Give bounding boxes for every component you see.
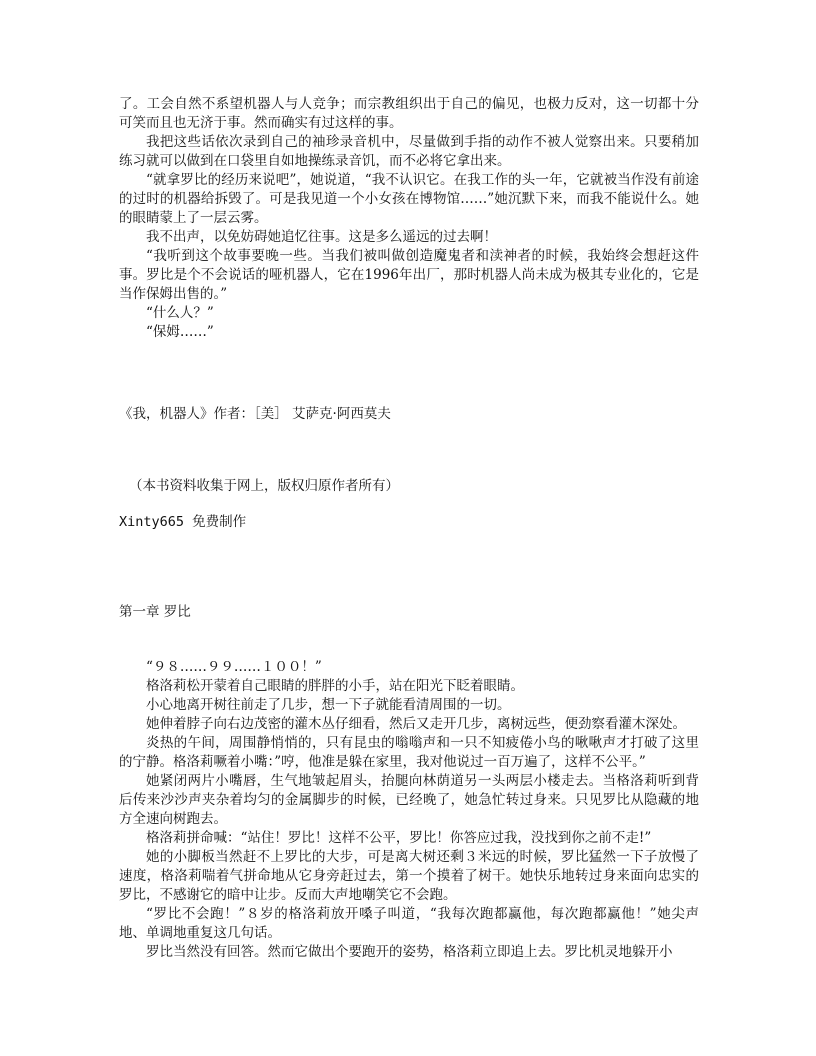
paragraph: “我听到这个故事要晚一些。当我们被叫做创造魔鬼者和渎神者的时候，我始终会想赶这件事。罗比是个不会说话的哑机器人，它在1996年出厂，那时机器人尚未成为极其专业化的，它是当作保姆出售的。” xyxy=(119,248,699,302)
paragraph: 格洛莉拼命喊：“站住！罗比！这样不公平，罗比！你答应过我，没找到你之前不走!” xyxy=(146,830,652,846)
paragraph: 格洛莉松开蒙着自己眼睛的胖胖的小手，站在阳光下眨着眼睛。 xyxy=(146,678,524,694)
paragraph: “保姆……” xyxy=(146,324,214,340)
paragraph: 她伸着脖子向右边茂密的灌木丛仔细看，然后又走开几步，离树远些，便劲察看灌木深处。 xyxy=(146,716,686,732)
paragraph: “９８……９９……１００！” xyxy=(146,659,322,675)
paragraph: “什么人？” xyxy=(146,305,214,321)
paragraph: 炎热的午间，周围静悄悄的，只有昆虫的嗡嗡声和一只不知疲倦小鸟的啾啾声才打破了这里的宁静。格洛莉噘着小嘴：”哼，他准是躲在家里，我对他说过一百万遍了，这样不公平。” xyxy=(119,735,699,770)
paragraph: 我不出声，以免妨碍她追忆往事。这是多么遥远的过去啊！ xyxy=(146,229,497,245)
book-info: 《我，机器人》作者：［美］ 艾萨克·阿西莫夫 xyxy=(119,406,391,422)
chapter-text-block xyxy=(119,658,699,962)
paragraph: 她的小脚板当然赶不上罗比的大步，可是离大树还剩３米远的时候，罗比猛然一下子放慢了速度，格洛莉喘着气拼命地从它身旁赶过去，第一个摸着了树干。她快乐地转过身来面向忠实的罗比，不感谢它的暗中让步。反而大声地嘲笑它不会跑。 xyxy=(119,849,699,903)
paragraph: 她紧闭两片小嘴唇，生气地皱起眉头，抬腿向林荫道另一头两层小楼走去。当格洛莉听到背后传来沙沙声夹杂着均匀的金属脚步的时候，已经晚了，她急忙转过身来。只见罗比从隐藏的地方全速向树跑去。 xyxy=(119,773,699,827)
paragraph: 小心地离开树往前走了几步，想一下子就能看清周围的一切。 xyxy=(146,697,511,713)
paragraph: 罗比当然没有回答。然而它做出个要跑开的姿势，格洛莉立即追上去。罗比机灵地躲开小 xyxy=(146,944,673,960)
paragraph: “就拿罗比的经历来说吧”，她说道，“我不认识它。在我工作的头一年，它就被当作没有前途的过时的机器给拆毁了。可是我见道一个小女孩在博物馆……”她沉默下来，而我不能说什么。她的眼睛蒙上了一层云雾。 xyxy=(119,172,699,226)
top-text-block xyxy=(119,95,699,342)
copyright-note: （本书资料收集于网上，版权归原作者所有） xyxy=(129,478,399,494)
chapter-title: 第一章 罗比 xyxy=(119,604,191,620)
paragraph: 我把这些话依次录到自己的袖珍录音机中，尽量做到手指的动作不被人觉察出来。只要稍加练习就可以做到在口袋里自如地操练录音饥，而不必将它拿出来。 xyxy=(119,134,699,169)
paragraph: “罗比不会跑！”８岁的格洛莉放开嗓子叫道，“我每次跑都赢他，每次跑都赢他！”她尖声地、单调地重复这几句话。 xyxy=(119,906,699,941)
paragraph: 了。工会自然不系望机器人与人竞争；而宗教组织出于自己的偏见，也极力反对，这一切都十分可笑而且也无济于事。然而确实有过这样的事。 xyxy=(119,96,699,131)
producer-credit: Xinty665 免费制作 xyxy=(119,514,247,530)
